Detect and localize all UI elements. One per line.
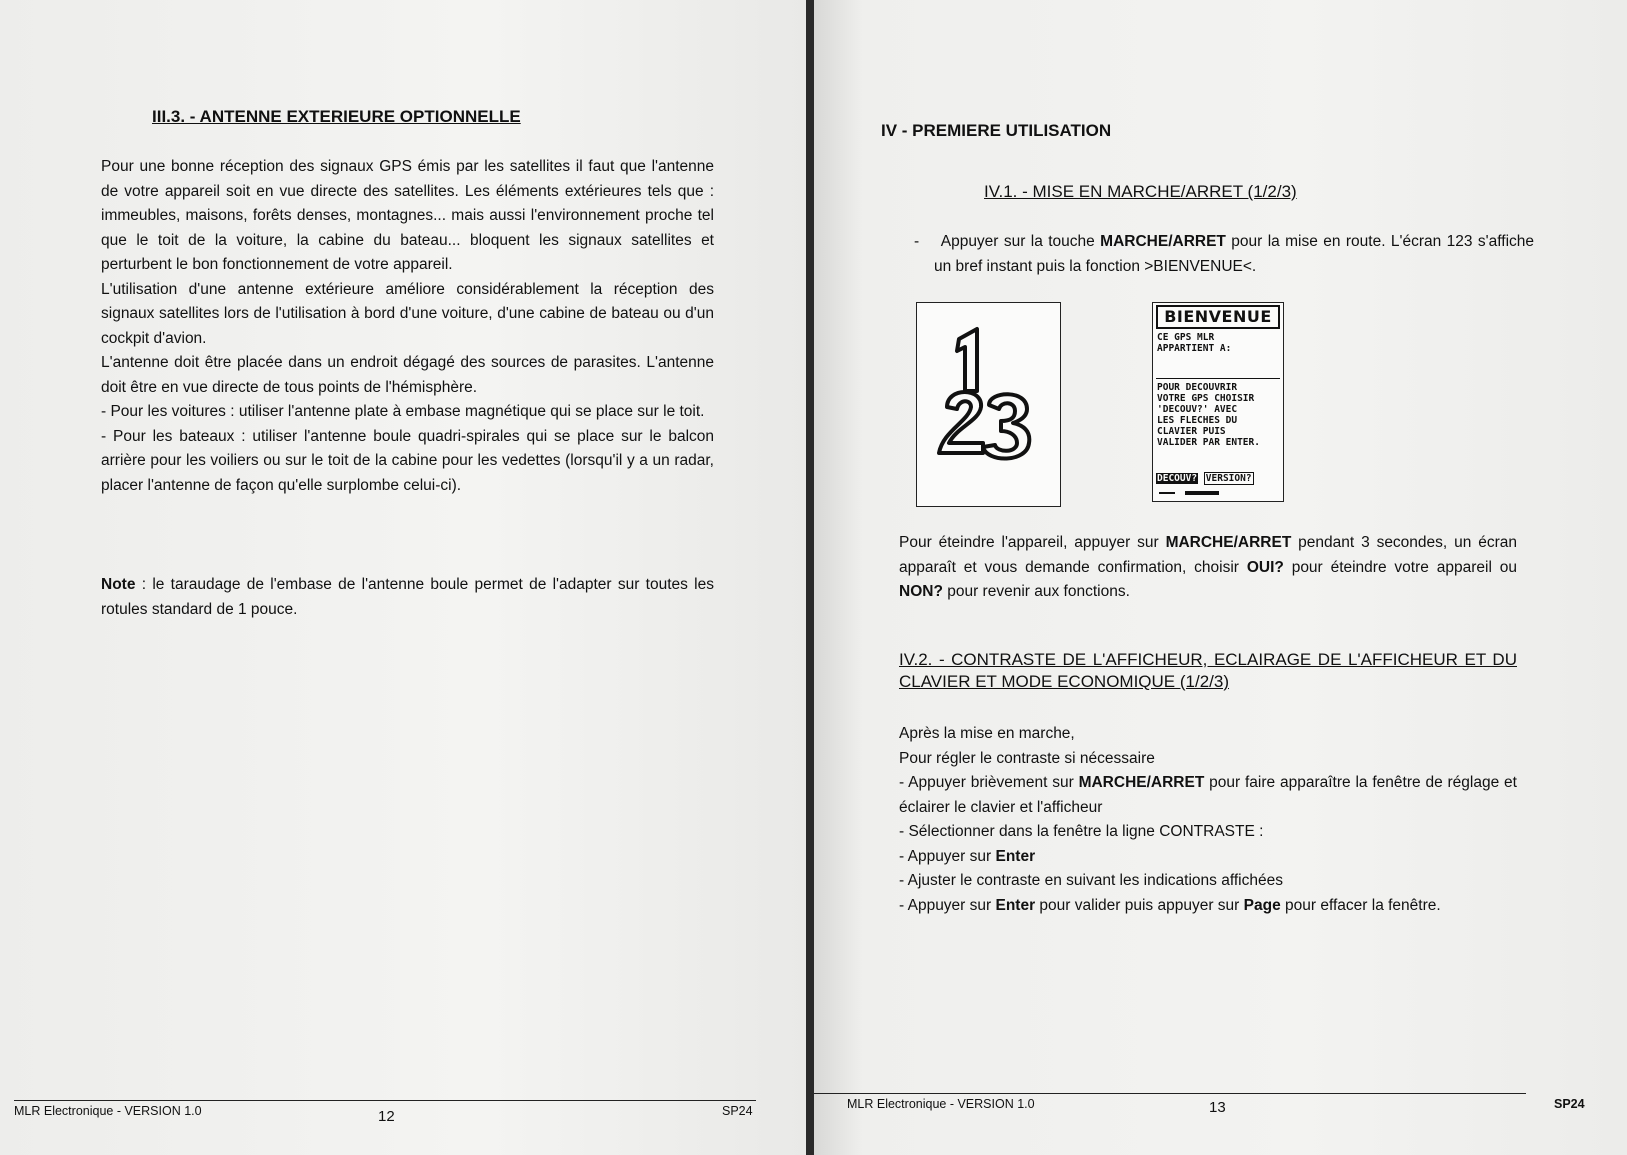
mise-en-marche-part-b: pour la mise en route. L'écran 123 s'affiche un bref instant puis la fonction >BIENVENUE<.	[934, 233, 1535, 275]
step-apres-mise-en-marche: Après la mise en marche,	[899, 725, 1075, 742]
screen-line-5: 'DECOUV?' AVEC	[1157, 404, 1238, 415]
step7-page: Page	[1243, 896, 1281, 914]
step7-part-c: pour valider puis appuyer sur	[1035, 896, 1244, 914]
book-spine	[806, 0, 814, 1155]
off-part-c: pour éteindre votre appareil ou	[1283, 558, 1517, 576]
step-appuyer-enter	[899, 845, 1517, 870]
step5-key: Enter	[995, 847, 1036, 865]
paragraph-placement: L'antenne doit être placée dans un endroit dégagé des sources de parasites. L'antenne doit être en vue directe de tous points de l'hémisphère.	[101, 354, 714, 396]
screen-progress-dash	[1159, 492, 1175, 494]
mise-en-marche-part-a: Appuyer sur la touche	[940, 233, 1101, 250]
off-part-d: pour revenir aux fonctions.	[942, 583, 1130, 600]
logo-123-icon	[917, 303, 1060, 506]
off-part-a: Pour éteindre l'appareil, appuyer sur	[899, 534, 1166, 551]
paragraph-bateaux: - Pour les bateaux : utiliser l'antenne boule quadri-spirales qui se place sur le balcon arrière pour les voiliers ou sur le toit de la cabine pour les vedettes (lorsqu'il y a un radar, placer l'antenne de façon qu'elle surplombe celui-ci).	[101, 427, 714, 494]
step3-key: MARCHE/ARRET	[1078, 774, 1205, 791]
screen-title: BIENVENUE	[1156, 305, 1280, 329]
screen-line-2: APPARTIENT A:	[1157, 343, 1232, 354]
screen-progress	[1159, 491, 1277, 495]
left-footer-model: SP24	[722, 1104, 753, 1118]
left-body	[101, 155, 714, 498]
left-page	[0, 0, 806, 1155]
screen-option-version: VERSION?	[1205, 473, 1252, 484]
screen-divider	[1156, 378, 1280, 379]
step-appuyer-marche	[899, 771, 1517, 820]
right-page-number: 13	[1209, 1099, 1226, 1116]
note-text: : le taraudage de l'embase de l'antenne boule permet de l'adapter sur toutes les rotules standard de 1 pouce.	[101, 576, 714, 618]
oui-option: OUI?	[1246, 558, 1284, 576]
screen-option-decouv: DECOUV?	[1157, 473, 1198, 484]
section-title-1: IV.1. - MISE EN MARCHE/ARRET (1/2/3)	[984, 182, 1297, 201]
screen-progress-fill	[1185, 491, 1219, 495]
screen-options	[1156, 473, 1254, 484]
non-option: NON?	[899, 583, 943, 600]
note-block	[101, 573, 714, 622]
paragraph-voitures: - Pour les voitures : utiliser l'antenne plate à embase magnétique qui se place sur le toit.	[101, 403, 705, 420]
note-label: Note	[101, 576, 136, 593]
right-footer-label: MLR Electronique - VERSION 1.0	[847, 1097, 1035, 1111]
right-heading: IV - PREMIERE UTILISATION	[881, 121, 1112, 140]
startup-screen-123	[916, 302, 1061, 507]
section-title-2: IV.2. - CONTRASTE DE L'AFFICHEUR, ECLAIRAGE DE L'AFFICHEUR ET DU CLAVIER ET MODE ECONOMIQUE (1/2/3)	[899, 650, 1517, 691]
screen-progress-dash-text	[1153, 303, 1154, 304]
right-page	[814, 0, 1627, 1155]
step5-part-a: - Appuyer sur	[899, 847, 996, 865]
paragraph-reception: Pour une bonne réception des signaux GPS émis par les satellites il faut que l'antenne de votre appareil soit en vue directe des satellites. Les éléments extérieures tels que : immeubles, maisons, forêts denses, montagnes... mais aussi l'environnement proche tel que le toit de la voiture, la cabine du bateau... bloquent les signaux satellites et perturbent le bon fonctionnement de votre appareil.	[101, 158, 714, 273]
contraste-steps	[899, 722, 1517, 918]
step-selectionner-contraste: - Sélectionner dans la fenêtre la ligne CONTRASTE :	[899, 823, 1264, 840]
left-footer-label: MLR Electronique - VERSION 1.0	[14, 1104, 202, 1118]
right-footer-model: SP24	[1554, 1097, 1585, 1111]
left-page-number: 12	[378, 1108, 395, 1125]
extinction-text	[899, 531, 1517, 605]
step3-part-a: - Appuyer brièvement sur	[899, 774, 1079, 791]
screen-line-4: VOTRE GPS CHOISIR	[1157, 393, 1255, 404]
step7-part-e: pour effacer la fenêtre.	[1280, 896, 1441, 914]
step3-part-c: pour faire apparaître la fenêtre de réglage et éclairer le clavier et l'afficheur	[899, 774, 1517, 816]
screen-line-3: POUR DECOUVRIR	[1157, 382, 1238, 393]
screen-line-8: VALIDER PAR ENTER.	[1157, 437, 1260, 448]
paragraph-antenne-exterieure: L'utilisation d'une antenne extérieure améliore considérablement la réception des signaux satellites lors de l'utilisation à bord d'une voiture, d'une cabine de bateau ou d'un cockpit d'avion.	[101, 280, 714, 347]
step-ajuster: - Ajuster le contraste en suivant les indications affichées	[899, 872, 1283, 889]
mise-en-marche-text: - Appuyer sur la touche MARCHE/ARRET pour la mise en route. L'écran 123 s'affiche un bref instant puis la fonction >BIENVENUE<.	[914, 233, 1535, 275]
marche-arret-key: MARCHE/ARRET	[1100, 233, 1226, 250]
step-regler-contraste: Pour régler le contraste si nécessaire	[899, 749, 1155, 767]
step7-enter: Enter	[995, 896, 1036, 914]
off-key: MARCHE/ARRET	[1165, 534, 1292, 551]
off-part-b: pendant 3 secondes, un écran apparaît et vous demande confirmation, choisir	[899, 534, 1517, 576]
left-footer-rule	[14, 1100, 756, 1101]
step-valider	[899, 894, 1517, 919]
bienvenue-screen	[1152, 302, 1284, 502]
screen-line-7: CLAVIER PUIS	[1157, 426, 1226, 437]
right-footer-rule	[814, 1093, 1526, 1094]
screen-line-1: CE GPS MLR	[1157, 332, 1215, 343]
step7-part-a: - Appuyer sur	[899, 896, 996, 914]
screen-line-6: LES FLECHES DU	[1157, 415, 1238, 426]
left-heading: III.3. - ANTENNE EXTERIEURE OPTIONNELLE	[152, 107, 521, 126]
